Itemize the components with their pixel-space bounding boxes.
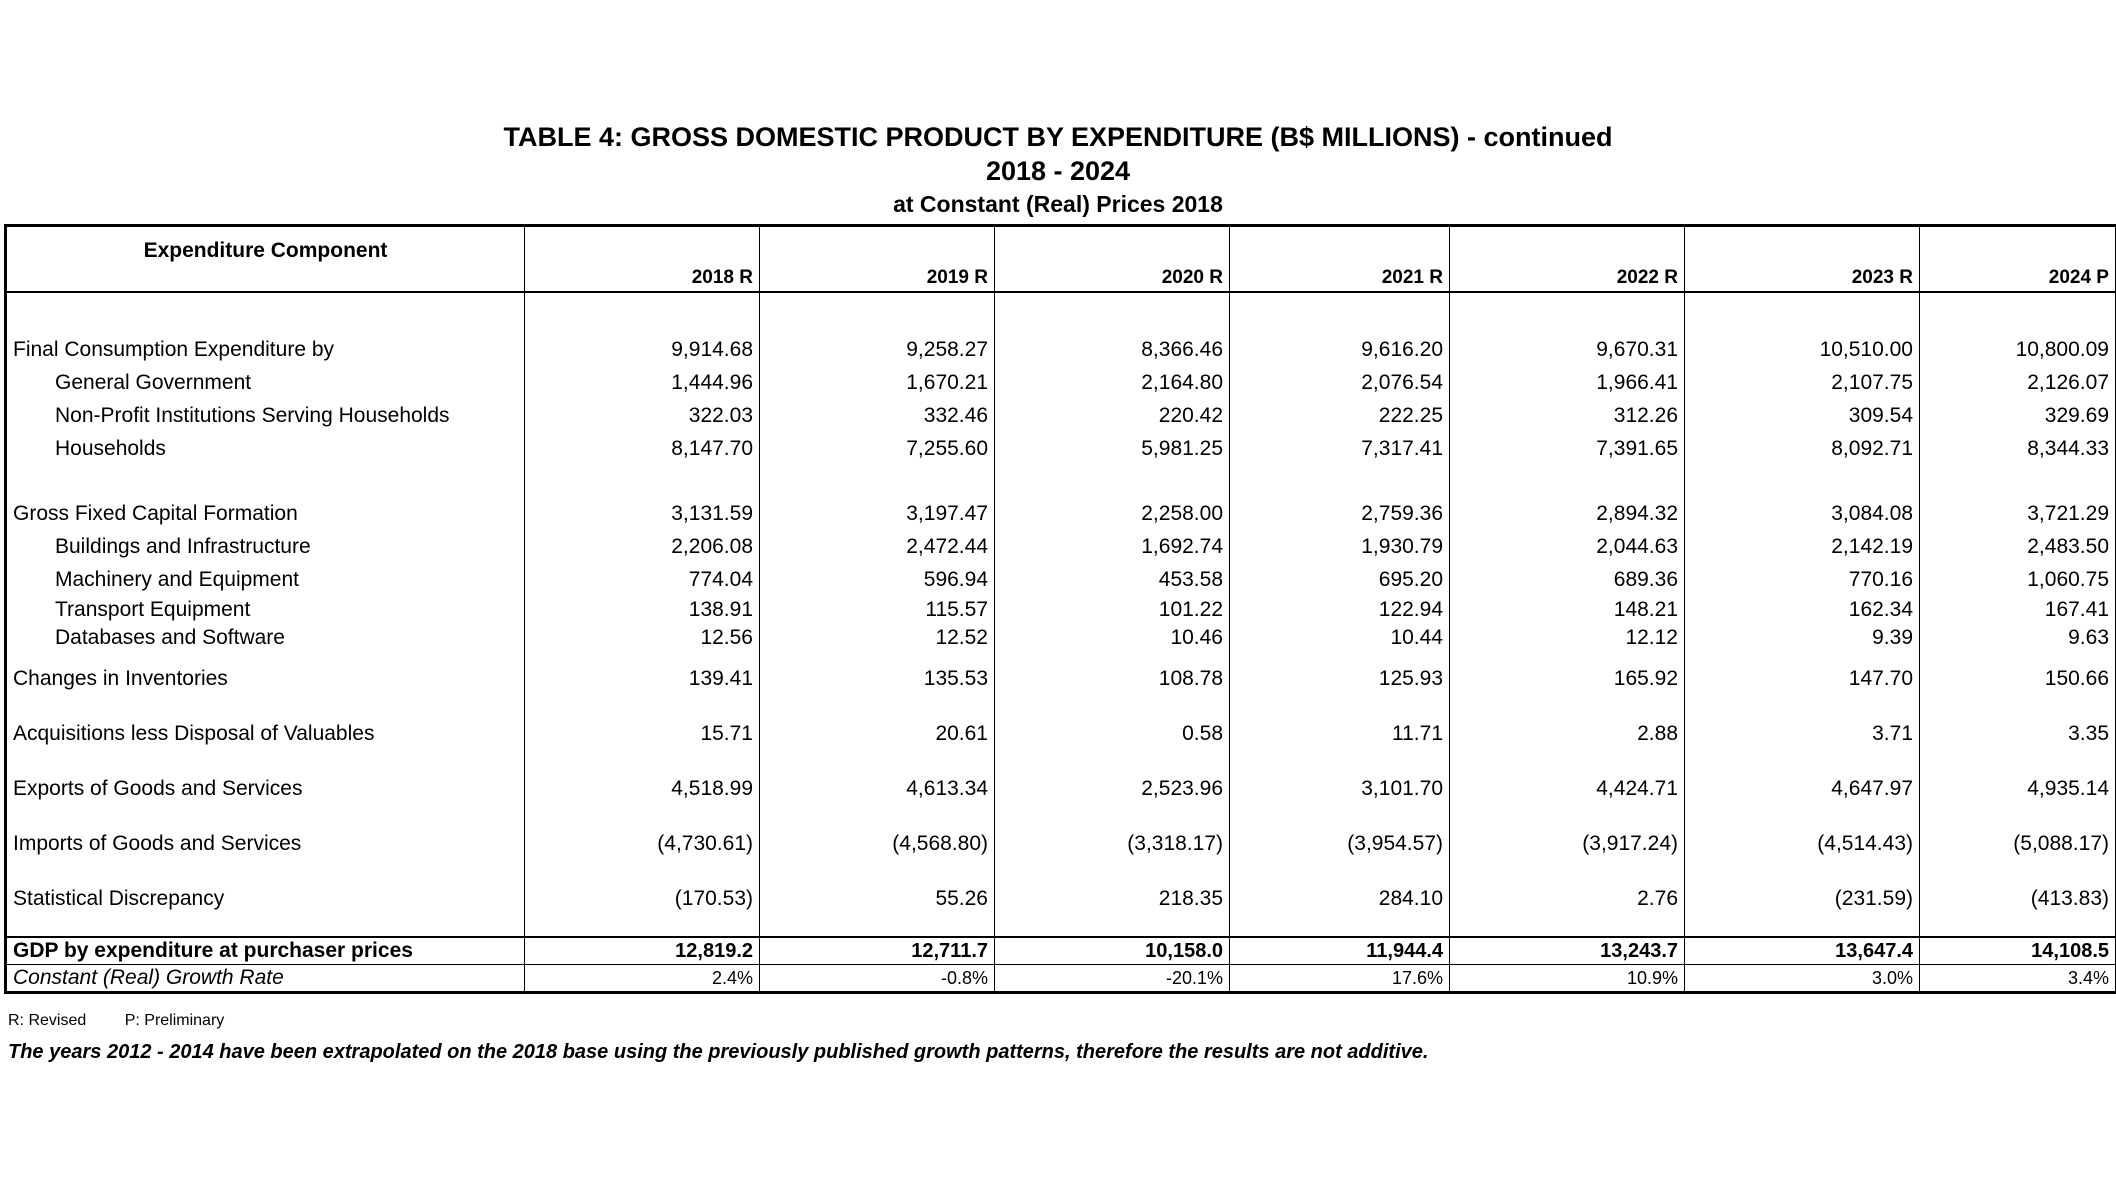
row-label: Acquisitions less Disposal of Valuables [6,706,525,761]
row-value: (4,514.43) [1685,816,1920,871]
row-value: 162.34 [1685,596,1920,624]
row-value: 3,197.47 [760,497,995,530]
row-value: 1,966.41 [1450,366,1685,399]
table-row [6,497,2116,530]
row-value: 3.0% [1685,965,1920,993]
header-year: 2024 P [1920,226,2116,293]
header-year: 2023 R [1685,226,1920,293]
row-label: Exports of Goods and Services [6,761,525,816]
row-value: 10,800.09 [1920,333,2116,366]
row-value: -20.1% [995,965,1230,993]
row-value: 10.9% [1450,965,1685,993]
row-value: 8,092.71 [1685,432,1920,465]
row-value: (4,730.61) [525,816,760,871]
table-row [6,816,2116,871]
row-value: 10.44 [1230,624,1450,652]
table-price-basis: at Constant (Real) Prices 2018 [893,191,1223,217]
row-value: 596.94 [760,563,995,596]
table-title: TABLE 4: GROSS DOMESTIC PRODUCT BY EXPENDITURE (B$ MILLIONS) - continued [503,122,1613,152]
row-value: 3,084.08 [1685,497,1920,530]
row-value: 1,930.79 [1230,530,1450,563]
table-row [6,871,2116,926]
row-value: 150.66 [1920,652,2116,706]
row-value: 4,613.34 [760,761,995,816]
row-value: 12,819.2 [525,937,760,965]
row-value: 2.76 [1450,871,1685,926]
row-value: 9,914.68 [525,333,760,366]
row-value: 453.58 [995,563,1230,596]
spacer-row [6,926,2116,937]
row-value: 167.41 [1920,596,2116,624]
table-row [6,333,2116,366]
row-value: 135.53 [760,652,995,706]
row-value: 309.54 [1685,399,1920,432]
row-value: 3,721.29 [1920,497,2116,530]
row-value: 8,344.33 [1920,432,2116,465]
row-value: 12.12 [1450,624,1685,652]
row-value: (4,568.80) [760,816,995,871]
table-row [6,652,2116,706]
row-value: 2.88 [1450,706,1685,761]
header-component: Expenditure Component [6,226,525,293]
row-value: 165.92 [1450,652,1685,706]
row-value: (170.53) [525,871,760,926]
header-year: 2019 R [760,226,995,293]
row-value: 2,759.36 [1230,497,1450,530]
row-value: 9,258.27 [760,333,995,366]
row-value: 12.56 [525,624,760,652]
row-value: 11,944.4 [1230,937,1450,965]
header-year: 2021 R [1230,226,1450,293]
row-label: Constant (Real) Growth Rate [6,965,525,993]
row-label: Machinery and Equipment [6,563,525,596]
row-value: 2,044.63 [1450,530,1685,563]
row-value: 9.63 [1920,624,2116,652]
row-value: 11.71 [1230,706,1450,761]
row-value: 2,206.08 [525,530,760,563]
row-value: 2,126.07 [1920,366,2116,399]
row-value: 2.4% [525,965,760,993]
table-row [6,761,2116,816]
row-label: Imports of Goods and Services [6,816,525,871]
row-value: 10.46 [995,624,1230,652]
header-year: 2022 R [1450,226,1685,293]
row-value: 125.93 [1230,652,1450,706]
row-label: Final Consumption Expenditure by [6,333,525,366]
row-label: Gross Fixed Capital Formation [6,497,525,530]
row-value: 2,142.19 [1685,530,1920,563]
table-row [6,965,2116,993]
spacer-row [6,465,2116,497]
row-value: 329.69 [1920,399,2116,432]
header-year: 2018 R [525,226,760,293]
row-value: 2,894.32 [1450,497,1685,530]
row-value: (231.59) [1685,871,1920,926]
footnote-preliminary: P: Preliminary [124,1012,225,1029]
table-row [6,530,2116,563]
spacer-row [6,292,2116,333]
header-row [6,226,2116,293]
row-value: 9.39 [1685,624,1920,652]
row-label: Changes in Inventories [6,652,525,706]
row-value: 4,935.14 [1920,761,2116,816]
row-value: 322.03 [525,399,760,432]
row-value: 3,131.59 [525,497,760,530]
row-value: 20.61 [760,706,995,761]
table-row [6,563,2116,596]
row-value: 9,616.20 [1230,333,1450,366]
row-value: -0.8% [760,965,995,993]
row-value: 1,444.96 [525,366,760,399]
row-label: GDP by expenditure at purchaser prices [6,937,525,965]
row-value: 4,518.99 [525,761,760,816]
gdp-expenditure-table [4,224,2116,994]
row-value: (3,917.24) [1450,816,1685,871]
row-value: 115.57 [760,596,995,624]
row-value: 13,647.4 [1685,937,1920,965]
row-value: 7,255.60 [760,432,995,465]
table-row [6,706,2116,761]
row-value: 108.78 [995,652,1230,706]
row-label: Databases and Software [6,624,525,652]
row-value: 4,424.71 [1450,761,1685,816]
row-value: 1,692.74 [995,530,1230,563]
row-value: 2,472.44 [760,530,995,563]
row-value: 312.26 [1450,399,1685,432]
row-value: 147.70 [1685,652,1920,706]
row-label: Households [6,432,525,465]
row-value: 122.94 [1230,596,1450,624]
table-row [6,937,2116,965]
row-value: 9,670.31 [1450,333,1685,366]
row-value: 10,510.00 [1685,333,1920,366]
row-value: 770.16 [1685,563,1920,596]
row-value: 8,147.70 [525,432,760,465]
row-label: General Government [6,366,525,399]
table-row [6,596,2116,624]
row-value: 332.46 [760,399,995,432]
row-value: 55.26 [760,871,995,926]
row-value: (413.83) [1920,871,2116,926]
footnote-legend [8,1012,258,1030]
table-row [6,624,2116,652]
header-year: 2020 R [995,226,1230,293]
footnote-revised: R: Revised [8,1012,87,1029]
row-value: 2,258.00 [995,497,1230,530]
row-value: 2,076.54 [1230,366,1450,399]
row-value: 695.20 [1230,563,1450,596]
row-label: Buildings and Infrastructure [6,530,525,563]
row-value: 138.91 [525,596,760,624]
row-value: 1,670.21 [760,366,995,399]
row-value: 689.36 [1450,563,1685,596]
title-block [0,120,2116,220]
row-value: 3,101.70 [1230,761,1450,816]
table-period: 2018 - 2024 [985,156,1131,186]
row-value: 148.21 [1450,596,1685,624]
row-value: 12,711.7 [760,937,995,965]
row-value: 7,391.65 [1450,432,1685,465]
row-value: 101.22 [995,596,1230,624]
table-row [6,366,2116,399]
row-value: 218.35 [995,871,1230,926]
row-value: 222.25 [1230,399,1450,432]
row-label: Transport Equipment [6,596,525,624]
row-value: 8,366.46 [995,333,1230,366]
row-value: 3.71 [1685,706,1920,761]
row-value: 0.58 [995,706,1230,761]
row-value: 2,164.80 [995,366,1230,399]
table-row [6,432,2116,465]
row-value: 13,243.7 [1450,937,1685,965]
row-value: 17.6% [1230,965,1450,993]
row-value: 14,108.5 [1920,937,2116,965]
row-value: 774.04 [525,563,760,596]
row-value: 2,523.96 [995,761,1230,816]
footnote-note: The years 2012 - 2014 have been extrapolated on the 2018 base using the previously published growth patterns, therefore the results are not additive. [8,1041,1429,1063]
row-value: 220.42 [995,399,1230,432]
row-value: 3.35 [1920,706,2116,761]
row-value: (5,088.17) [1920,816,2116,871]
row-value: 12.52 [760,624,995,652]
row-value: 4,647.97 [1685,761,1920,816]
table-row [6,399,2116,432]
row-label: Statistical Discrepancy [6,871,525,926]
row-value: 1,060.75 [1920,563,2116,596]
row-value: 5,981.25 [995,432,1230,465]
row-value: 10,158.0 [995,937,1230,965]
row-value: 3.4% [1920,965,2116,993]
row-label: Non-Profit Institutions Serving Households [6,399,525,432]
row-value: 2,483.50 [1920,530,2116,563]
row-value: (3,954.57) [1230,816,1450,871]
row-value: 15.71 [525,706,760,761]
row-value: 284.10 [1230,871,1450,926]
row-value: 139.41 [525,652,760,706]
row-value: 2,107.75 [1685,366,1920,399]
row-value: 7,317.41 [1230,432,1450,465]
row-value: (3,318.17) [995,816,1230,871]
